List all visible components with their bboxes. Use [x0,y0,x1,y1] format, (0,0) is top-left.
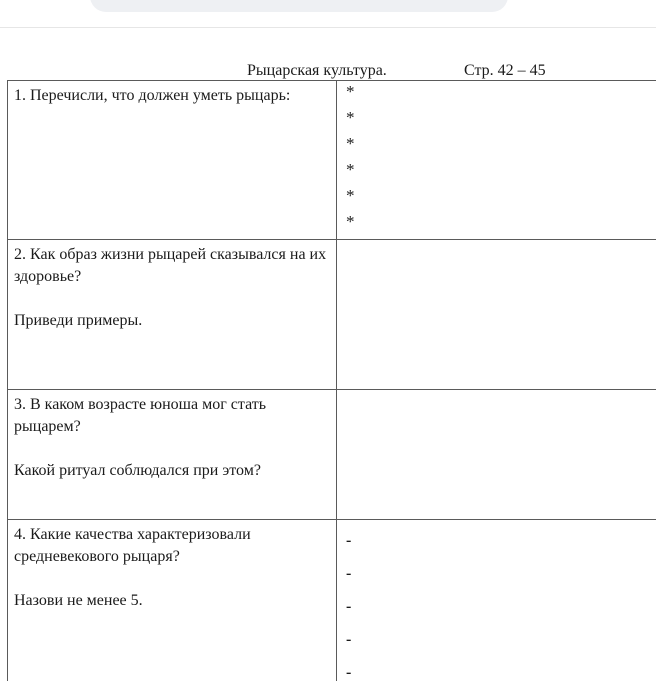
dash-marker: - [346,664,352,681]
question-cell [8,520,337,681]
question-cell [8,240,337,390]
dash-marker: - [346,598,352,615]
asterisk-marker: * [346,108,355,127]
question-cell [8,81,337,240]
answer-cell [337,240,656,390]
asterisk-marker: * [346,186,355,205]
question-text: 2. Как образ жизни рыцарей сказывался на их здоровье? [14,246,327,285]
question-text: 4. Какие качества характеризовали средневекового рыцаря? [14,526,251,565]
table-row [8,520,656,681]
dash-marker: - [346,532,352,549]
answer-cell [337,520,656,681]
top-search-bar-remnant [90,0,508,12]
answer-bullet-list [343,79,656,235]
question-subtext: Назови не менее 5. [14,592,143,609]
question-text: 1. Перечисли, что должен уметь рыцарь: [14,87,291,104]
table-row [8,240,656,390]
question-text: 3. В каком возрасте юноша мог стать рыцарем? [14,396,267,435]
asterisk-marker: * [346,212,355,231]
asterisk-marker: * [346,82,355,101]
question-subtext: Какой ритуал соблюдался при этом? [14,462,261,479]
asterisk-marker: * [346,160,355,179]
worksheet-title: Рыцарская культура. [247,62,387,79]
answer-cell [337,81,656,240]
question-cell [8,390,337,520]
table-row [8,81,656,240]
asterisk-marker: * [346,134,355,153]
answer-cell [337,390,656,520]
dash-marker: - [346,631,352,648]
dash-marker: - [346,565,352,582]
table-row [8,390,656,520]
worksheet-table [7,80,656,681]
question-subtext: Приведи примеры. [14,312,143,329]
answer-dash-list [343,524,656,681]
page-reference: Стр. 42 – 45 [464,62,546,79]
top-divider [0,27,656,28]
